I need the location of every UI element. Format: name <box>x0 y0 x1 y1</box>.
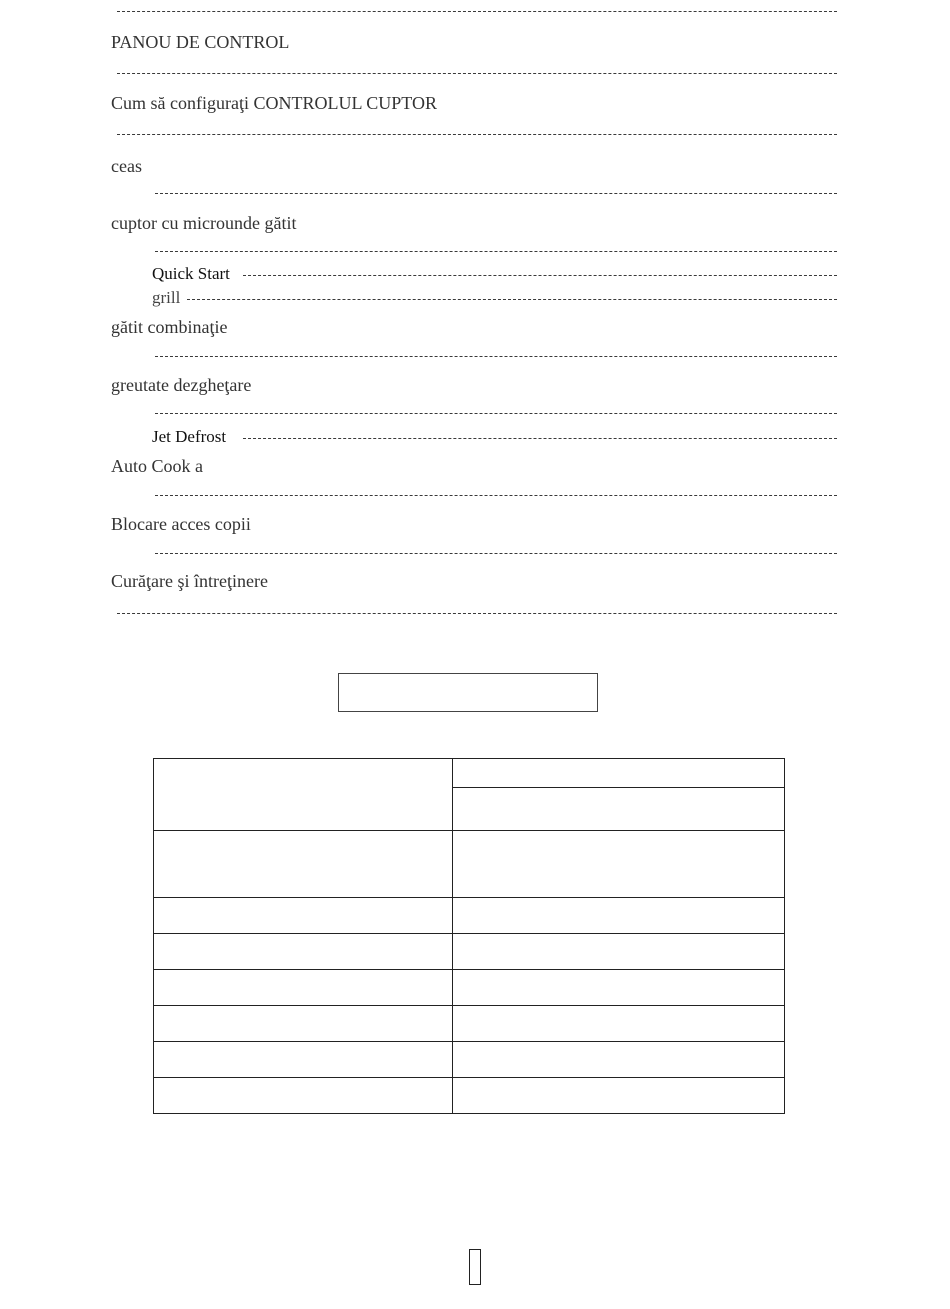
toc-leader <box>155 193 837 194</box>
table-cell <box>453 759 785 788</box>
table-cell <box>154 831 453 898</box>
table-row <box>154 1006 785 1042</box>
toc-entry-grill: grill <box>152 288 181 307</box>
table-cell <box>453 934 785 970</box>
table-cell <box>154 759 453 831</box>
toc-entry-microunde: cuptor cu microunde gătit <box>111 213 297 233</box>
toc-entry-jet-defrost: Jet Defrost <box>152 427 227 446</box>
toc-entry-quick-start: Quick Start <box>152 264 230 283</box>
toc-entry-ceas: ceas <box>111 156 142 176</box>
table-cell <box>154 1078 453 1114</box>
toc-leader <box>155 495 837 496</box>
toc-entry-curatare: Curăţare şi întreţinere <box>111 571 268 591</box>
toc-leader <box>155 553 837 554</box>
toc-entry-combinatie: gătit combinaţie <box>111 317 228 337</box>
toc-entry-blocare: Blocare acces copii <box>111 514 251 534</box>
page-number-glyph <box>469 1249 481 1285</box>
table-cell <box>453 898 785 934</box>
specification-table <box>153 758 785 1114</box>
toc-leader <box>155 356 837 357</box>
table-cell <box>154 970 453 1006</box>
table-row <box>154 898 785 934</box>
table-row <box>154 970 785 1006</box>
toc-leader-top <box>117 11 837 12</box>
table-cell <box>154 898 453 934</box>
toc-leader <box>117 134 837 135</box>
table-cell <box>453 1042 785 1078</box>
toc-entry-panou-de-control: PANOU DE CONTROL <box>111 32 290 52</box>
toc-entry-configurati: Cum să configuraţi CONTROLUL CUPTOR <box>111 93 437 113</box>
toc-leader <box>243 438 837 439</box>
table-row <box>154 1042 785 1078</box>
table-row <box>154 759 785 788</box>
table-cell <box>453 1006 785 1042</box>
toc-leader <box>243 275 837 276</box>
toc-entry-dezghetare: greutate dezgheţare <box>111 375 252 395</box>
toc-leader <box>117 613 837 614</box>
table-cell <box>154 1042 453 1078</box>
table-row <box>154 1078 785 1114</box>
table-cell <box>453 970 785 1006</box>
table-cell <box>453 1078 785 1114</box>
table-cell <box>453 831 785 898</box>
toc-leader <box>187 299 837 300</box>
table-cell <box>453 788 785 831</box>
table-row <box>154 831 785 898</box>
toc-leader <box>155 251 837 252</box>
toc-entry-auto-cook: Auto Cook a <box>111 456 203 476</box>
table-row <box>154 934 785 970</box>
table-cell <box>154 1006 453 1042</box>
toc-leader <box>155 413 837 414</box>
toc-leader <box>117 73 837 74</box>
table-cell <box>154 934 453 970</box>
section-title-box <box>338 673 598 712</box>
